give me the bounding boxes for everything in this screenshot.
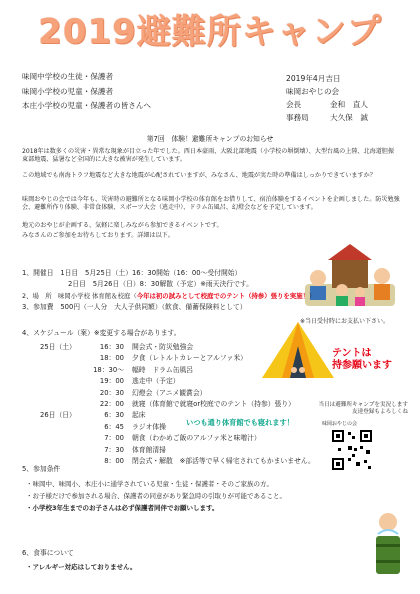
tent-note-line: 当日は避難所キャンプを実況します: [318, 402, 408, 408]
addressee-line: 味岡小学校の児童・保護者: [22, 86, 114, 96]
conditions-label: 5、参加条件: [22, 465, 61, 473]
page-title: 2019避難所キャンプ: [38, 12, 382, 52]
sender-date: 2019年4月吉日: [286, 74, 341, 83]
list-item: ・味岡中、味岡小、本庄小に通学されている児童・生徒・保護者・そのご家族の方。: [26, 480, 273, 488]
tent-illustration: [258, 318, 338, 382]
sender-row: [286, 98, 368, 111]
schedule-item: 25日（土） 16：30 開会式・防災勉強会: [40, 343, 194, 351]
fee-note: ※当日受付時にお支払い下さい。: [300, 318, 390, 325]
section-label: 1、開催日: [22, 269, 54, 277]
intro-paragraph: 2018年は数多くの災害・異常な現象が目立った年でした。西日本豪雨、大阪北部地震（小学校の塀倒壊）、大型台風の上陸、北海道胆振東部地震、猛暑など全国的に大きな被害が発生しています。: [22, 148, 394, 164]
schedule-item: 6：45 ラジオ体操: [104, 422, 166, 431]
list-item: ・小学校3年生までのお子さんは必ず保護者同伴でお願いします。: [26, 504, 219, 512]
schedule-item: 22：00 就寝（体育館で就寝or校庭でのテント（持参）張り）: [99, 400, 295, 409]
schedule-item: 7：00 朝食（わかめご飯のアルファ米と味噌汁）: [104, 434, 261, 443]
sender-name: 金和 直人: [330, 100, 368, 109]
drum-bath-illustration: [368, 508, 408, 578]
schedule-item: 19：00 逃走中（予定）: [99, 377, 180, 386]
schedule-item: 7：30 体育館清掃: [104, 445, 166, 454]
schedule-item: 26日（日） 6：30 起床: [40, 411, 146, 420]
tent-note: [312, 402, 408, 416]
intro-paragraph: みなさんのご参加をお待ちしております。詳細は以下。: [22, 232, 174, 239]
intro-paragraph: この地域でも南海トラフ地震など大きな地震が心配されていますが、みなさん、地震が実た時の準備はしっかりできていますか？: [22, 172, 376, 179]
teal-banner: いつも通り体育館でも寝れます！: [186, 418, 294, 427]
qr-label: 味岡おやじの会: [322, 421, 358, 427]
schedule-item: 20：30 幻燈会（アニメ観賞会）: [99, 388, 207, 397]
intro-paragraph: 味岡おやじの会では今年も、災害時の避難所となる味岡小学校の体育館をお借りして、宿泊体験をするイベントを企画しました。防災勉強会、避難所作り体験、非常食体験、スポーツ大会（逃走中）、ドラム缶風呂、幻燈会などを予定しています。: [22, 196, 400, 212]
fee-section: [22, 302, 247, 313]
qr-code-icon: [330, 428, 374, 472]
sender-role: 会長: [286, 100, 302, 109]
schedule-label: 4、スケジュール（案）※変更する場合があります。: [22, 329, 181, 337]
section-label: 2、場 所: [22, 292, 52, 300]
tent-notice-line: テントは: [332, 348, 372, 359]
tent-note-line: 友達登録もよろしくね: [352, 409, 408, 415]
date-day1: 1日目 5月25日（土）16：30開始（16：00～受付開始）: [60, 269, 242, 277]
tent-notice: [332, 348, 392, 372]
date-section: [22, 268, 253, 290]
place-highlight: 今年は初の試みとして校庭でのテント（持参）張りを実施！: [136, 292, 309, 300]
sender-role: 事務局: [286, 113, 309, 122]
tent-notice-line: 持参願います: [332, 360, 392, 371]
place-section: [22, 291, 315, 302]
addressee-line: 本庄小学校の児童・保護者の皆さんへ: [22, 101, 151, 110]
intro-paragraph: 地元のおやじが企画する、気軽に楽しみながら参加できるイベントです。: [22, 222, 223, 229]
schedule-item: 18：00 夕食（レトルトカレーとアルファ米）: [99, 354, 247, 363]
schedule-item: 8：00 閉会式・解散 ※部活等で早く帰宅されてもかまいません。: [104, 457, 315, 466]
list-item: ・アレルギー対応はしておりません。: [26, 563, 137, 571]
sender-org: 味岡おやじの会: [286, 87, 340, 96]
place-tail: ）: [308, 292, 316, 300]
addressee-line: 味岡中学校の生徒・保護者: [22, 72, 114, 81]
conditions-list: [26, 478, 286, 514]
meal-list: [26, 562, 136, 571]
sender-name: 大久保 誠: [330, 113, 368, 122]
schedule-item: 18：30～ 幅時 ドラム缶風呂: [93, 365, 194, 374]
place-text: 味岡小学校 体育館＆校庭（: [58, 292, 137, 300]
subject-line: 第7回 体験！避難所キャンプのお知らせ: [146, 135, 274, 143]
date-day2: 2日目 5月26日（日）8：30解散（予定）※雨天決行です。: [68, 280, 253, 288]
meal-label: 6、食事について: [22, 549, 74, 557]
sender-row: [286, 111, 368, 124]
section-label: 3、参加費: [22, 303, 54, 311]
sender-block: [286, 72, 368, 124]
addressee-list: [22, 70, 151, 114]
fee-text: 500円（一人分 大人子供同額）（飲食、備蓄保険料として）: [60, 303, 247, 311]
list-item: ・お子様だけで参加される場合、保護者の同意があり緊急時の引取りが可能であること。: [26, 492, 286, 500]
